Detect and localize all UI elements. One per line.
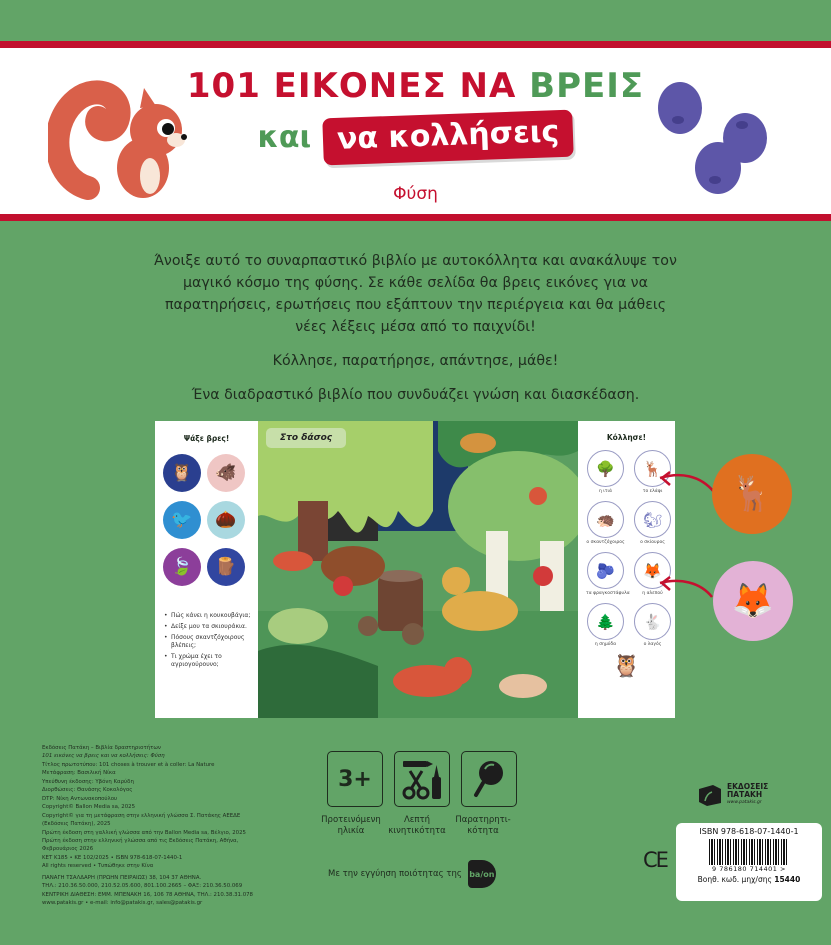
wild-boar-icon: 🐗 [207,454,245,492]
sticker-label: τα φραγκοστάφυλα [586,591,630,596]
question-item: • Πόσους σκαντζόχοιρους βλέπεις; [164,634,258,650]
hare-icon: 🐇 [634,603,671,640]
label-line: Παρατηρητι- [455,815,511,825]
magnifier-glyph [469,757,509,801]
imprint-line: Copyright© Ballon Media sa, 2025 [42,804,136,811]
description-paragraph-1: Άνοιξε αυτό το συναρπαστικό βιβλίο με αυτοκόλλητα και ανακάλυψε τον μαγικό κόσμο της φύσης. Σε κάθε σελίδα θα βρεις εικόνες για να παρατηρήσεις, ερωτήσεις που εξάπτουν την περιέργεια και θα μάθεις νέες λέξεις μέσα από το παιχνίδι! [154,253,677,335]
imprint-line: Πρώτη έκδοση στη γαλλική γλώσσα από την Ballon Media sa, Βέλγιο, 2025 [42,829,246,836]
imprint-line: Τίτλος πρωτοτύπου: 101 choses à trouver et à coller: La Nature [42,761,215,768]
isbn-barcode-box [676,823,822,901]
sticker-label: το ελάφι [642,489,663,494]
title-kai: και [257,120,312,155]
sticker-label: ο σκίουρος [640,540,665,545]
leaf-icon: 🍃 [163,548,201,586]
owl-illustration: 🦉 [612,654,641,679]
acorn-icon: 🌰 [207,501,245,539]
imprint-line: ΚΕΤ Κ185 • ΚΕ 102/2025 • ISBN 978-618-07-1440-1 [42,854,183,861]
imprint-line: Φεβρουάριος 2026 [42,846,94,853]
stick-icon: 🪵 [207,548,245,586]
address-line: ΚΕΝΤΡΙΚΗ ΔΙΑΘΕΣΗ: ΕΜΜ. ΜΠΕΝΑΚΗ 16, 106 78 ΑΘΗΝΑ, ΤΗΛ.: 210.38.31.078 [42,891,253,898]
publisher-url: www.patakis.gr [727,800,762,805]
ce-mark-icon: CE [643,848,667,872]
aux-code-label: Βοηθ. κωδ. μηχ/σης [697,875,775,884]
imprint-line: Πρώτη έκδοση στην ελληνική γλώσσα από τις Εκδόσεις Πατάκη, Αθήνα, [42,837,239,844]
scissors-glue-glyph [400,757,444,801]
imprint-line: Διορθώσεις: Θανάσης Κοκολόγος [42,787,133,794]
fox-sticker-icon: 🦊 [713,561,793,641]
publisher-name [727,783,768,807]
birch-icon: 🌲 [587,603,624,640]
question-item: • Τι χρώμα έχει το αγριογούρουνο; [164,653,258,669]
sticker-label: η αλεπού [642,591,663,596]
fox-icon: 🦊 [634,552,671,589]
age-glyph: 3+ [338,766,372,792]
label-line: κινητικότητα [388,826,446,836]
label-line: Λεπτή [403,815,431,825]
find-heading: Ψάξε βρες! [183,434,230,443]
address-line: ΠΑΝΑΓΗ ΤΣΑΛΔΑΡΗ (ΠΡΩΗΝ ΠΕΙΡΑΙΩΣ) 38, 104 37 ΑΘΗΝΑ. [42,874,202,881]
isbn-label: ISBN 978-618-07-1440-1 [699,827,799,836]
aux-code [682,875,816,884]
imprint-line: All rights reserved • Τυπώθηκε στην Κίνα [42,863,154,870]
imprint-block [42,744,253,908]
label-line: κότητα [467,826,499,836]
squirrel-icon: 🐿 [634,501,671,538]
imprint-line: DTP: Νίκη Αντωνακοπούλου [42,795,118,802]
sticker-label: ο σκαντζόχοιρος [586,540,625,545]
aux-code-value: 15440 [774,875,801,884]
title-green-part: ΒΡΕΙΣ [529,66,645,106]
publisher-emblem-icon [697,783,723,807]
imprint-line: Υπεύθυνη έκδοσης: Υβόνη Καρύδη [42,778,134,785]
berries-icon: 🫐 [587,552,624,589]
title-sticker-label: να κολλήσεις [322,110,574,166]
feature-label-age [318,815,384,837]
barcode-number: 9 786180 714401 > [712,865,786,873]
quality-guarantee [328,860,496,888]
deer-sticker-icon: 🦌 [712,454,792,534]
imprint-line: (Εκδόσεις Πατάκη), 2025 [42,821,111,828]
feature-icons [327,751,517,807]
deer-icon: 🦌 [634,450,671,487]
question-item: • Δείξε μου τα σκιουράκια. [164,623,258,631]
hedgehog-icon: 🦔 [587,501,624,538]
title-red-part: 101 ΕΙΚΟΝΕΣ ΝΑ [186,66,530,106]
ballon-logo-text: ba/on [469,869,495,879]
question-item: • Πώς κάνει η κουκουβάγια; [164,612,258,620]
feature-label-motor [384,815,450,837]
imprint-line: Μετάφραση: Βασιλική Νίκα [42,770,116,777]
imprint-line: 101 εικόνες να βρεις και να κολλήσεις: Φύση [42,753,165,760]
robin-icon: 🐦 [163,501,201,539]
label-line: Προτεινόμενη [321,815,381,825]
address-line: ΤΗΛ.: 210.36.50.000, 210.52.05.600, 801.100.2665 – ΦΑΞ: 210.36.50.069 [42,883,243,890]
ballon-logo [468,860,496,888]
feature-labels [318,815,516,837]
barcode-icon [709,839,789,865]
feature-label-observation [450,815,516,837]
publisher-name-line2: ΠΑΤΑΚΗ [727,790,763,799]
imprint-line: Copyright© για τη μετάφραση στην ελληνική γλώσσα Σ. Πατάκης ΑΕΕΔΕ [42,812,241,819]
address-line: www.patakis.gr • e-mail: info@patakis.gr, sales@patakis.gr [42,900,203,907]
imprint-line: Εκδόσεις Πατάκη – Βιβλία δραστηριοτήτων [42,745,161,751]
owl-icon: 🦉 [163,454,201,492]
stick-heading: Κόλλησε! [606,433,647,442]
description-paragraph-2: Κόλλησε, παρατήρησε, απάντησε, μάθε! [272,353,559,369]
book-subtitle: Φύση [393,184,438,204]
willow-icon: 🌳 [587,450,624,487]
magnifier-icon [461,751,517,807]
sticker-label: ο λαγός [643,642,662,647]
publisher-logo [697,783,768,807]
guarantee-text: Με την εγγύηση ποιότητας της [328,869,462,879]
sticker-label: η ιτιά [598,489,612,494]
label-line: ηλικία [337,826,365,836]
publisher-name-line1: ΕΚΔΟΣΕΙΣ [727,782,769,791]
scissors-glue-icon [394,751,450,807]
description-paragraph-3: Ένα διαδραστικό βιβλίο που συνδυάζει γνώση και διασκέδαση. [191,387,640,403]
age-3-plus-icon [327,751,383,807]
scene-title: Στο δάσος [266,428,346,448]
sticker-label: η σημύδα [594,642,617,647]
